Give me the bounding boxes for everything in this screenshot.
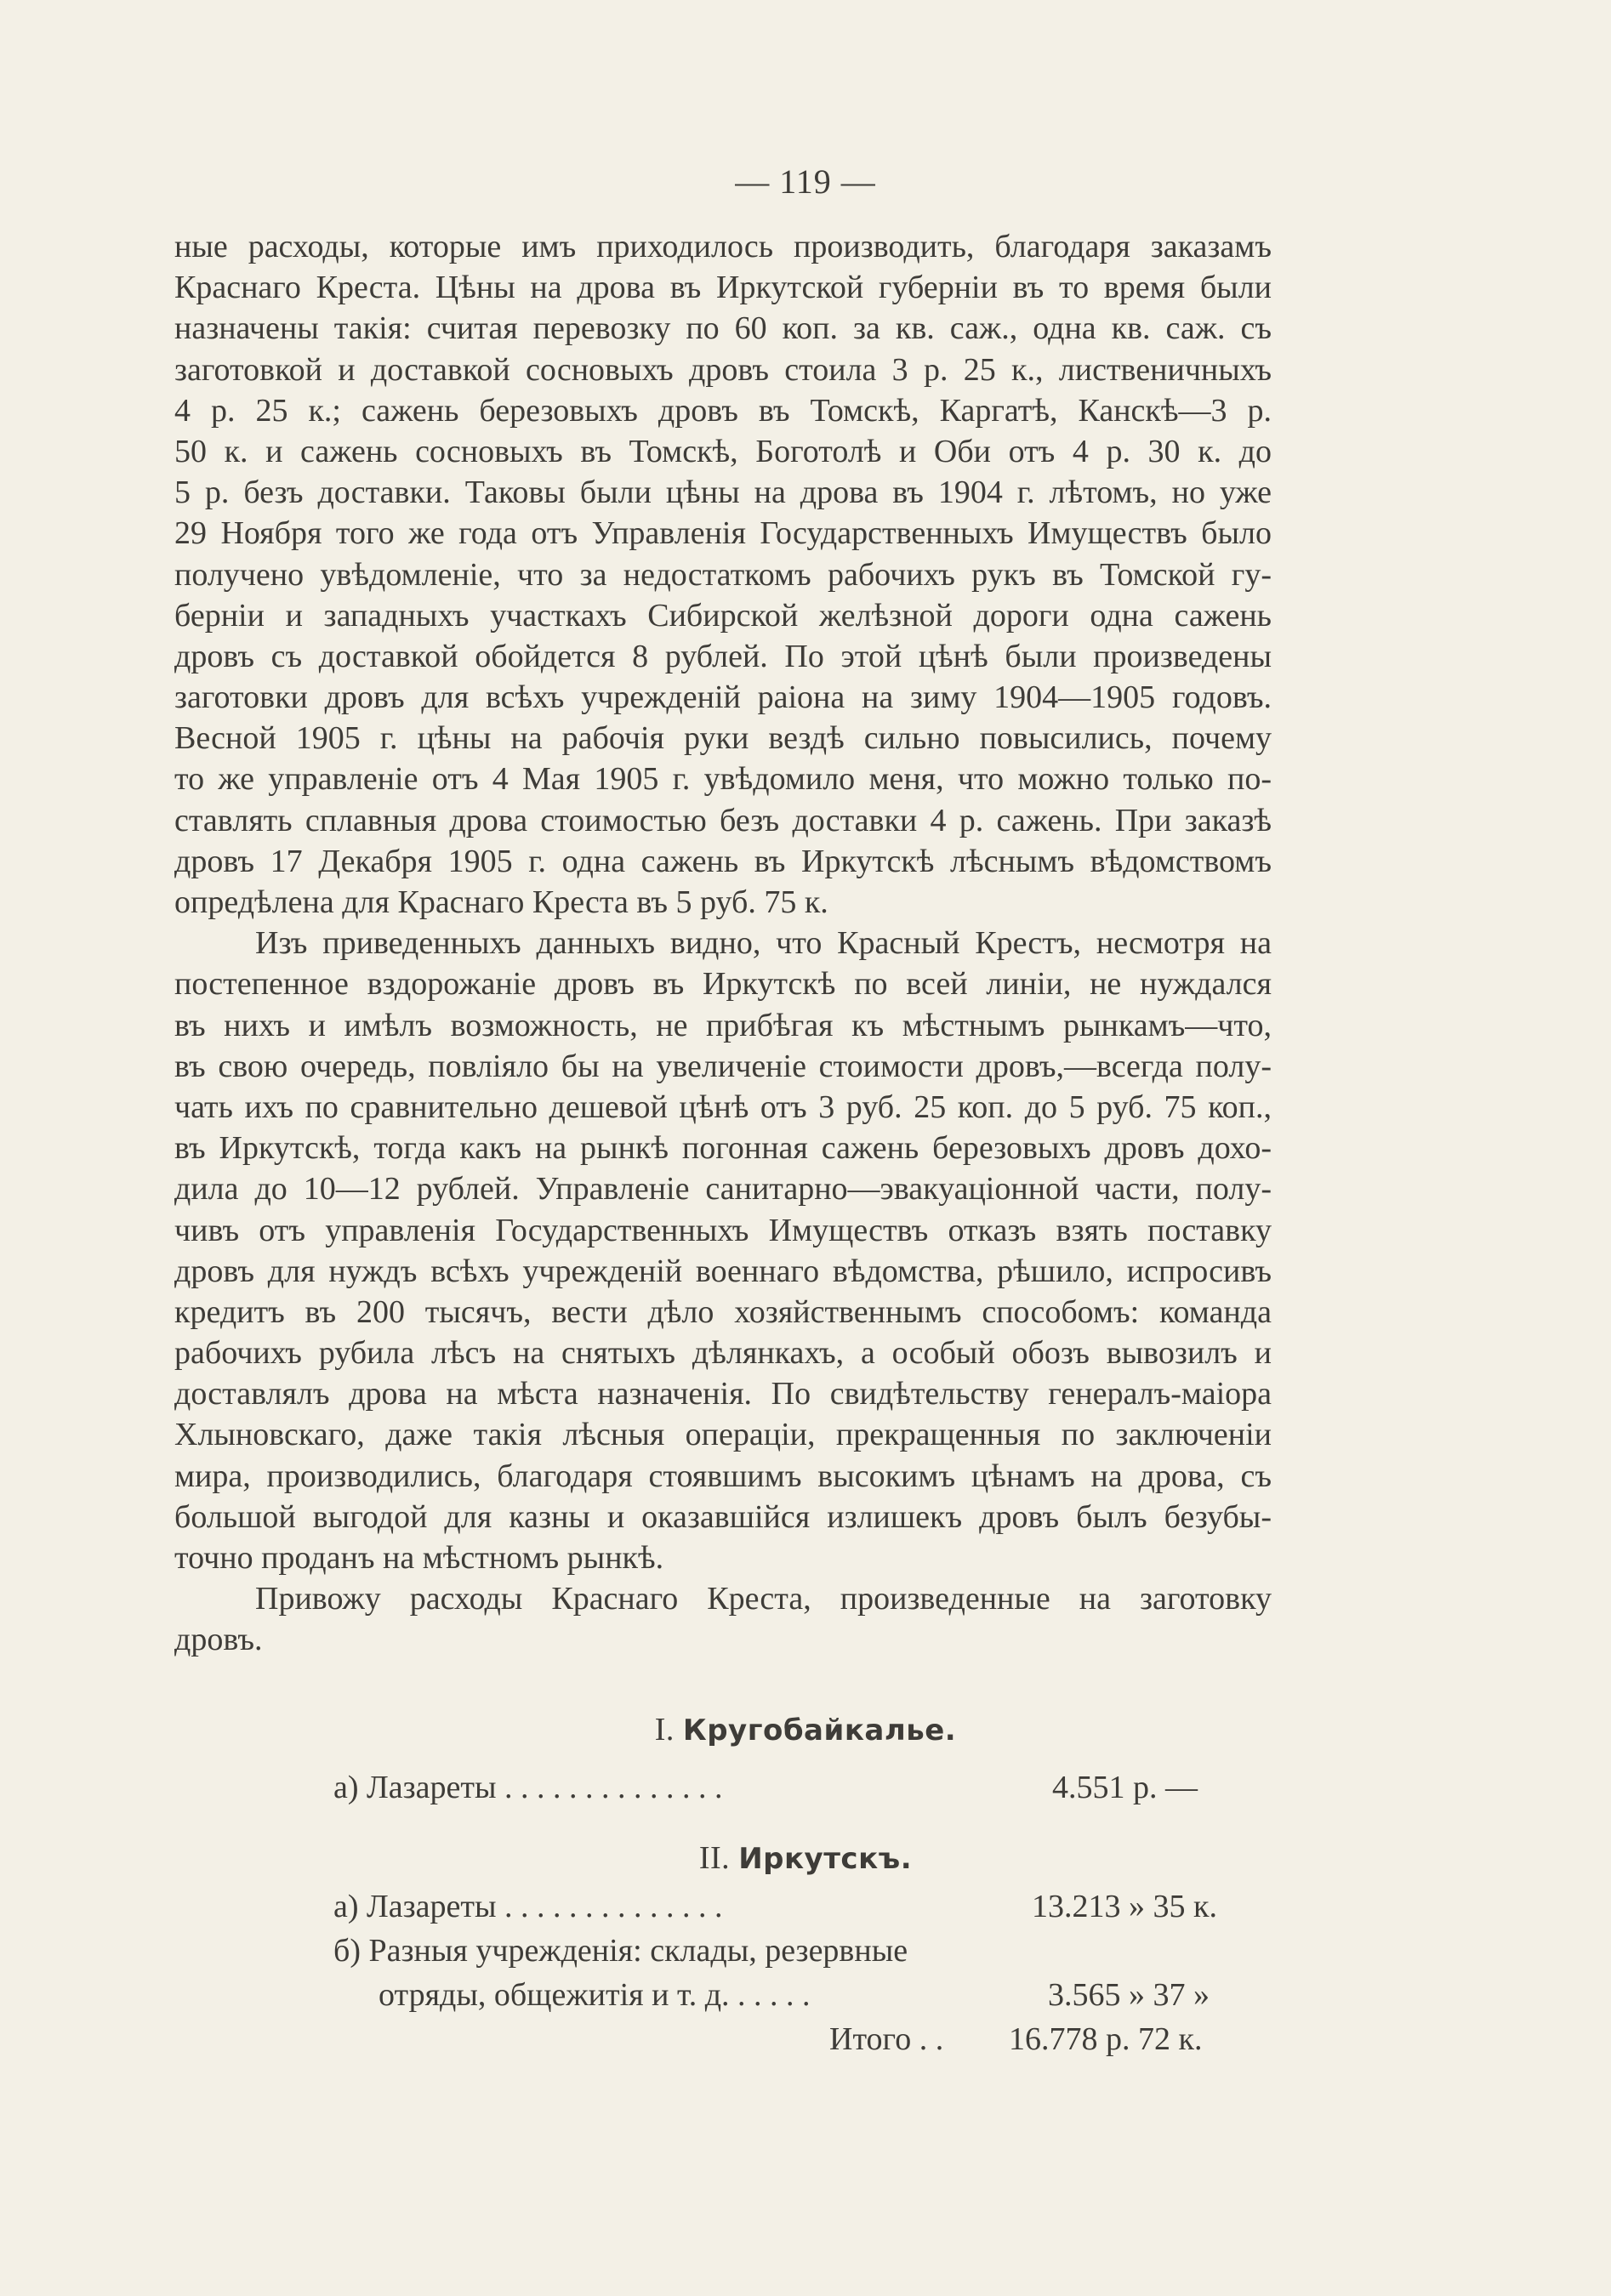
entry-label: а) Лазареты . . . . . . . . . . . . . . — [333, 1770, 723, 1805]
text-line: Привожу расходы Краснаго Креста, произведенные на заготовку — [255, 1581, 1272, 1617]
entry-label: а) Лазареты . . . . . . . . . . . . . . — [333, 1889, 723, 1924]
text-line: чивъ отъ управленія Государственныхъ Имуществъ отказъ взять поставку — [174, 1212, 1272, 1248]
total-amount: 16.778 р. 72 к. — [1009, 2021, 1203, 2057]
body-text — [174, 226, 1272, 1661]
text-line: дровъ для нуждъ всѣхъ учрежденій военнаго вѣдомства, рѣшило, испросивъ — [174, 1253, 1272, 1289]
text-line: кредитъ въ 200 тысячъ, вести дѣло хозяйственнымъ способомъ: команда — [174, 1293, 1272, 1330]
text-line: чать ихъ по сравнительно дешевой цѣнѣ отъ 3 руб. 25 коп. до 5 руб. 75 коп., — [174, 1088, 1272, 1125]
section-number: I. — [654, 1712, 675, 1748]
text-line: берніи и западныхъ участкахъ Сибирской желѣзной дороги одна сажень — [174, 597, 1272, 634]
paragraph-3 — [174, 1578, 1272, 1660]
entry-label: отряды, общежитія и т. д. . . . . . — [379, 1977, 811, 2013]
text-line: 5 р. безъ доставки. Таковы были цѣны на дрова въ 1904 г. лѣтомъ, но уже — [174, 475, 1272, 511]
text-line: дровъ. — [174, 1622, 263, 1658]
text-line: 4 р. 25 к.; сажень березовыхъ дровъ въ Томскѣ, Каргатѣ, Канскѣ—3 р. — [174, 392, 1272, 429]
entry-amount: 13.213 » 35 к. — [1032, 1889, 1217, 1924]
text-line: въ Иркутскѣ, тогда какъ на рынкѣ погонная сажень березовыхъ дровъ дохо- — [174, 1130, 1272, 1167]
text-line: назначены такія: считая перевозку по 60 коп. за кв. саж., одна кв. саж. съ — [174, 310, 1272, 347]
text-line: дила до 10—12 рублей. Управленіе санитарно—эвакуаціонной части, полу- — [174, 1171, 1272, 1208]
text-line: въ нихъ и имѣлъ возможность, не прибѣгая къ мѣстнымъ рынкамъ—что, — [174, 1007, 1272, 1043]
section-title: Иркутскъ. — [738, 1842, 913, 1876]
text-line: точно проданъ на мѣстномъ рынкѣ. — [174, 1540, 664, 1576]
text-line: 29 Ноября того же года отъ Управленія Государственныхъ Имуществъ было — [174, 515, 1272, 552]
entry-amount: 4.551 р. — — [1052, 1770, 1198, 1805]
text-line: Краснаго Креста. Цѣны на дрова въ Иркутской губерніи въ то время были — [174, 270, 1272, 306]
text-line: дровъ 17 Декабря 1905 г. одна сажень въ Иркутскѣ лѣснымъ вѣдомствомъ — [174, 843, 1272, 879]
text-line: дровъ съ доставкой обойдется 8 рублей. По этой цѣнѣ были произведены — [174, 638, 1272, 674]
section-heading-1 — [0, 1711, 1611, 1748]
section-number: II. — [698, 1840, 731, 1876]
text-line: Хлыновскаго, даже такія лѣсныя операціи, прекращенныя по заключеніи — [174, 1417, 1272, 1453]
text-line: то же управленіе отъ 4 Мая 1905 г. увѣдомило меня, что можно только по- — [174, 761, 1272, 798]
entry-label: б) Разныя учрежденія: склады, резервные — [333, 1933, 908, 1969]
entry-amount: 3.565 » 37 » — [1048, 1977, 1210, 2013]
paragraph-1 — [174, 226, 1272, 923]
text-line: получено увѣдомленіе, что за недостаткомъ рабочихъ рукъ въ Томской гу- — [174, 556, 1272, 593]
section-heading-2 — [0, 1839, 1611, 1877]
text-line: Весной 1905 г. цѣны на рабочія руки вездѣ сильно повысились, почему — [174, 720, 1272, 757]
text-line: въ свою очередь, повліяло бы на увеличеніе стоимости дровъ,—всегда полу- — [174, 1048, 1272, 1084]
text-line: мира, производились, благодаря стоявшимъ высокимъ цѣнамъ на дрова, съ — [174, 1458, 1272, 1494]
text-line: рабочихъ рубила лѣсъ на снятыхъ дѣлянкахъ, а особый обозъ вывозилъ и — [174, 1335, 1272, 1372]
text-line: заготовкой и доставкой сосновыхъ дровъ стоила 3 р. 25 к., лиственичныхъ — [174, 351, 1272, 388]
text-line: Изъ приведенныхъ данныхъ видно, что Красный Крестъ, несмотря на — [255, 925, 1272, 962]
section-title: Кругобайкалье. — [682, 1713, 957, 1748]
text-line: постепенное вздорожаніе дровъ въ Иркутскѣ по всей линіи, не нуждался — [174, 966, 1272, 1003]
text-line: заготовки дровъ для всѣхъ учрежденій раіона на зиму 1904—1905 годовъ. — [174, 679, 1272, 716]
text-line: 50 к. и сажень сосновыхъ въ Томскѣ, Боготолѣ и Оби отъ 4 р. 30 к. до — [174, 433, 1272, 469]
page-number: — 119 — — [735, 162, 876, 201]
text-line: опредѣлена для Краснаго Креста въ 5 руб. 75 к. — [174, 884, 828, 920]
paragraph-2 — [174, 923, 1272, 1578]
text-line: ные расходы, которые имъ приходилось производить, благодаря заказамъ — [174, 229, 1272, 264]
text-line: ставлять сплавныя дрова стоимостью безъ доставки 4 р. сажень. При заказѣ — [174, 802, 1272, 838]
total-label: Итого . . — [829, 2021, 944, 2057]
text-line: доставлялъ дрова на мѣста назначенія. По свидѣтельству генералъ-маіора — [174, 1376, 1272, 1412]
text-line: большой выгодой для казны и оказавшійся излишекъ дровъ былъ безубы- — [174, 1498, 1272, 1535]
